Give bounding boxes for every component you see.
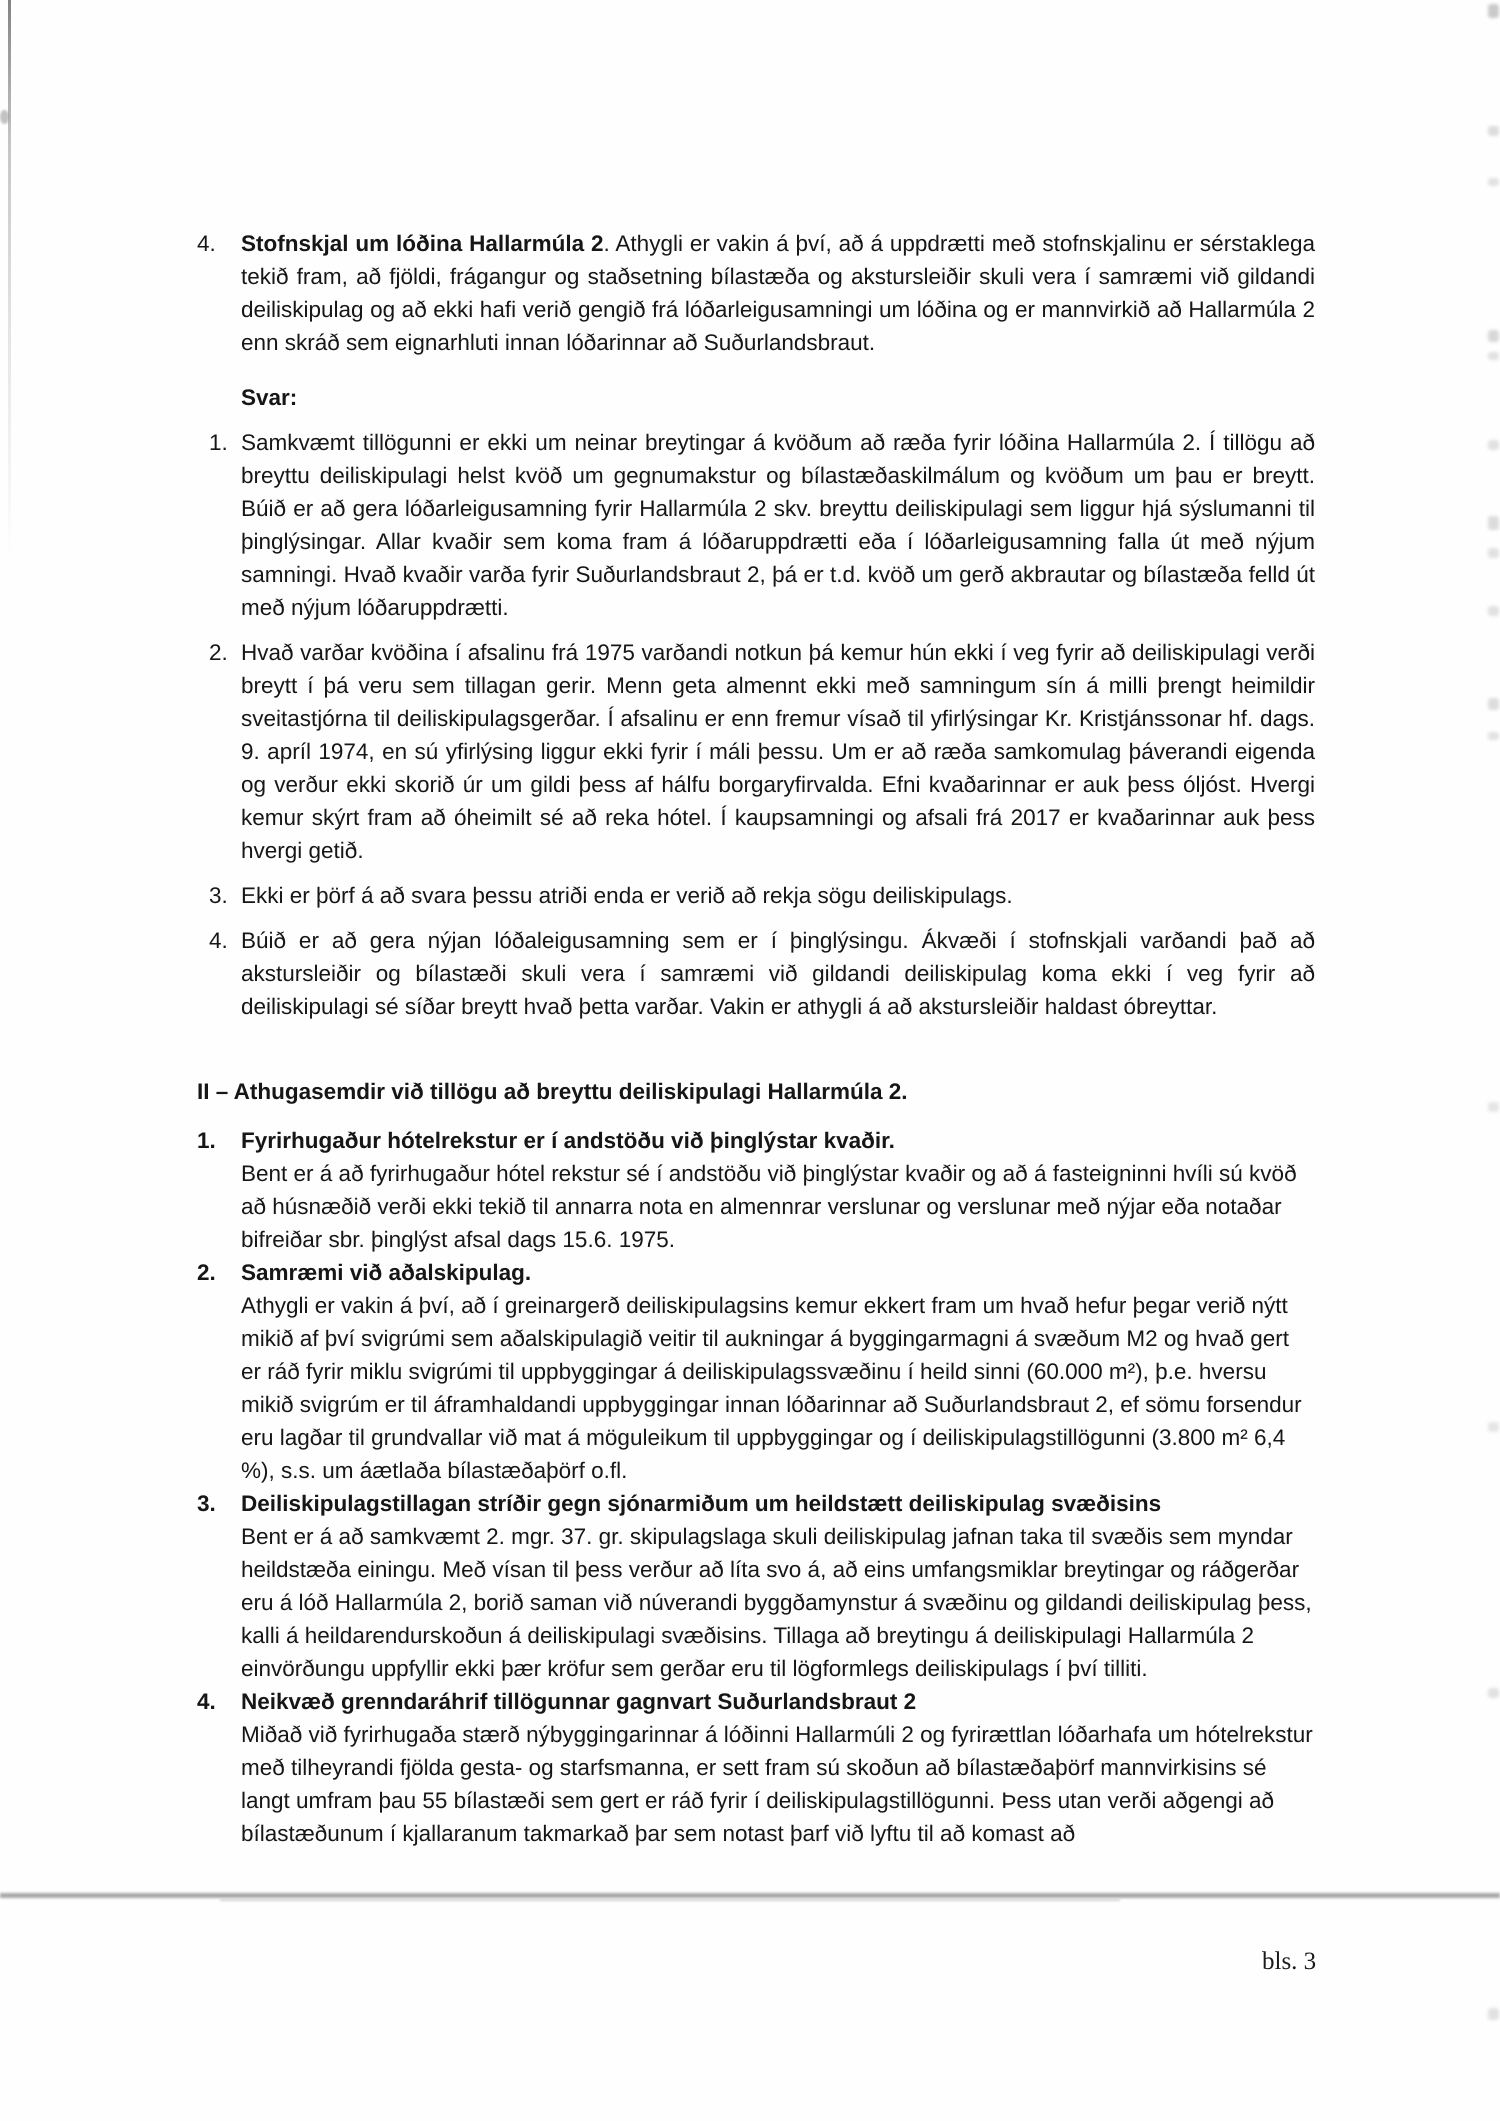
item-number: 4. <box>209 928 228 953</box>
section-2-heading: II – Athugasemdir við tillögu að breyttu deiliskipulagi Hallarmúla 2. <box>197 1079 908 1104</box>
comment-item-4 <box>197 1685 1315 1850</box>
scan-artifact <box>1488 178 1499 186</box>
answer-item-3 <box>197 879 1315 912</box>
item-number: 1. <box>209 430 228 455</box>
comment-title: Deiliskipulagstillagan stríðir gegn sjónarmiðum um heildstætt deiliskipulag svæðisins <box>241 1491 1162 1516</box>
item-number: 4. <box>197 231 216 256</box>
scan-artifact <box>1488 732 1499 740</box>
answer-text: Samkvæmt tillögunni er ekki um neinar breytingar á kvöðum að ræða fyrir lóðina Hallarmúla 2. Í tillögu að breyttu deiliskipulagi helst kvöð um gegnumakstur og bílastæðaskilmálum og kvöðum um þau er breytt. Búið er að gera lóðarleigusamning fyrir Hallarmúla 2 skv. breyttu deiliskipulagi sem liggur hjá sýslumanni til þinglýsingar. Allar kvaðir sem koma fram á lóðaruppdrætti eða í lóðarleigusamning falla út með nýjum samningi. Hvað kvaðir varða fyrir Suðurlandsbraut 2, þá er t.d. kvöð um gerð akbrautar og bílastæða felld út með nýjum lóðaruppdrætti. <box>241 430 1315 620</box>
comment-body: Bent er á að samkvæmt 2. mgr. 37. gr. skipulagslaga skuli deiliskipulag jafnan taka til svæðis sem myndar heildstæða einingu. Með vísan til þess verður að líta svo á, að eins umfangsmiklar breytingar og ráðgerðar eru á lóð Hallarmúla 2, borið saman við núverandi byggðamynstur á svæðinu og gildandi deiliskipulag þess, kalli á heildarendurskoðun á deiliskipulagi svæðisins. Tillaga að breytingu á deiliskipulagi Hallarmúla 2 einvörðungu uppfyllir ekki þær kröfur sem gerðar eru til lögformlegs deiliskipulags í því tilliti. <box>241 1524 1312 1681</box>
item-number: 1. <box>197 1128 216 1153</box>
comment-block <box>241 1487 1315 1685</box>
scan-artifact <box>0 110 9 124</box>
answer-item-1 <box>197 426 1315 624</box>
comment-title: Neikvæð grenndaráhrif tillögunnar gagnvart Suðurlandsbraut 2 <box>241 1689 917 1714</box>
item-number: 4. <box>197 1689 216 1714</box>
comment-block <box>241 1685 1315 1850</box>
page-number: bls. 3 <box>1262 1948 1317 1975</box>
answer-text: Búið er að gera nýjan lóðaleigusamning sem er í þinglýsingu. Ákvæði í stofnskjali varðandi það að akstursleiðir og bílastæði skuli vera í samræmi við gildandi deiliskipulag koma ekki í veg fyrir að deiliskipulagi sé síðar breytt hvað þetta varðar. Vakin er athygli á að akstursleiðir haldast óbreyttar. <box>241 928 1315 1019</box>
answer-text: Hvað varðar kvöðina í afsalinu frá 1975 varðandi notkun þá kemur hún ekki í veg fyrir að deiliskipulagi verði breytt í þá veru sem tillagan gerir. Menn geta almennt ekki með samningum sín á milli þrengt heimildir sveitastjórna til deiliskipulagsgerðar. Í afsalinu er enn fremur vísað til yfirlýsingar Kr. Kristjánssonar hf. dags. 9. apríl 1974, en sú yfirlýsing liggur ekki fyrir í máli þessu. Um er að ræða samkomulag þáverandi eigenda og verður ekki skorið úr um gildi þess af hálfu borgaryfirvalda. Efni kvaðarinnar er auk þess óljóst. Hvergi kemur skýrt fram að óheimilt sé að reka hótel. Í kaupsamningi og afsali frá 2017 er kvaðarinnar auk þess hvergi getið. <box>241 640 1315 863</box>
item-number: 3. <box>197 1491 216 1516</box>
svar-label: Svar: <box>241 385 298 410</box>
question-item-4 <box>197 227 1315 359</box>
document-content <box>197 227 1315 1850</box>
question-paragraph <box>241 227 1315 359</box>
comment-item-1 <box>197 1124 1315 1256</box>
item-number: 2. <box>197 1260 216 1285</box>
scan-artifact <box>1488 352 1499 360</box>
answer-item-4 <box>197 924 1315 1023</box>
scan-artifact <box>1488 440 1499 450</box>
scan-shadow-line <box>0 1893 1500 1898</box>
scan-artifact <box>1488 516 1499 530</box>
comment-item-3 <box>197 1487 1315 1685</box>
answer-item-2 <box>197 636 1315 867</box>
comment-body: Athygli er vakin á því, að í greinargerð deiliskipulagsins kemur ekkert fram um hvað hefur þegar verið nýtt mikið af því svigrúmi sem aðalskipulagið veitir til aukningar á byggingarmagni á svæðum M2 og hvað gert er ráð fyrir miklu svigrúmi til uppbyggingar á deiliskipulagssvæðinu í heild sinni (60.000 m²), þ.e. hversu mikið svigrúm er til áframhaldandi uppbyggingar innan lóðarinnar að Suðurlandsbraut 2, ef sömu forsendur eru lagðar til grundvallar við mat á möguleikum til uppbyggingar og í deiliskipulagstillögunni (3.800 m² 6,4 %), s.s. um áætlaða bílastæðaþörf o.fl. <box>241 1293 1302 1483</box>
comment-title: Samræmi við aðalskipulag. <box>241 1260 532 1285</box>
scan-artifact <box>1488 4 1499 18</box>
answer-text: Ekki er þörf á að svara þessu atriði enda er verið að rekja sögu deiliskipulags. <box>241 883 1013 908</box>
scan-artifact <box>1488 698 1499 710</box>
item-number: 3. <box>209 883 228 908</box>
comment-block <box>241 1124 1315 1256</box>
scan-artifact <box>1488 1102 1499 1112</box>
question-title: Stofnskjal um lóðina Hallarmúla 2 <box>241 231 604 256</box>
comment-item-2 <box>197 1256 1315 1487</box>
scan-artifact <box>1488 548 1499 558</box>
scan-artifact <box>1488 2008 1499 2020</box>
item-number: 2. <box>209 640 228 665</box>
scan-artifact <box>1488 606 1499 616</box>
scan-artifact <box>1488 126 1499 136</box>
scan-edge-line <box>8 0 11 560</box>
scan-artifact <box>1488 1422 1499 1432</box>
scan-artifact <box>1488 330 1499 342</box>
scan-shadow-line <box>220 1899 1120 1901</box>
comment-body: Miðað við fyrirhugaða stærð nýbyggingarinnar á lóðinni Hallarmúli 2 og fyrirættlan lóðarhafa um hótelrekstur með tilheyrandi fjölda gesta- og starfsmanna, er sett fram sú skoðun að bílastæðaþörf mannvirkisins sé langt umfram þau 55 bílastæði sem gert er ráð fyrir í deiliskipulagstillögunni. Þess utan verði aðgengi að bílastæðunum í kjallaranum takmarkað þar sem notast þarf við lyftu til að komast að <box>241 1722 1313 1846</box>
comment-title: Fyrirhugaður hótelrekstur er í andstöðu við þinglýstar kvaðir. <box>241 1128 895 1153</box>
scan-artifact <box>1488 1688 1499 1698</box>
comment-block <box>241 1256 1315 1487</box>
comment-body: Bent er á að fyrirhugaður hótel rekstur sé í andstöðu við þinglýstar kvaðir og að á fasteigninni hvíli sú kvöð að húsnæðið verði ekki tekið til annarra nota en almennrar verslunar og verslunar með nýjar eða notaðar bifreiðar sbr. þinglýst afsal dags 15.6. 1975. <box>241 1161 1297 1252</box>
question-text: . Athygli er vakin á því, að á uppdrætti með stofnskjalinu er sérstaklega tekið fram, að fjöldi, frágangur og staðsetning bílastæða og akstursleiðir skuli vera í samræmi við gildandi deiliskipulag og að ekki hafi verið gengið frá lóðarleigusamningi um lóðina og er mannvirkið að Hallarmúla 2 enn skráð sem eignarhluti innan lóðarinnar að Suðurlandsbraut. <box>241 231 1315 355</box>
